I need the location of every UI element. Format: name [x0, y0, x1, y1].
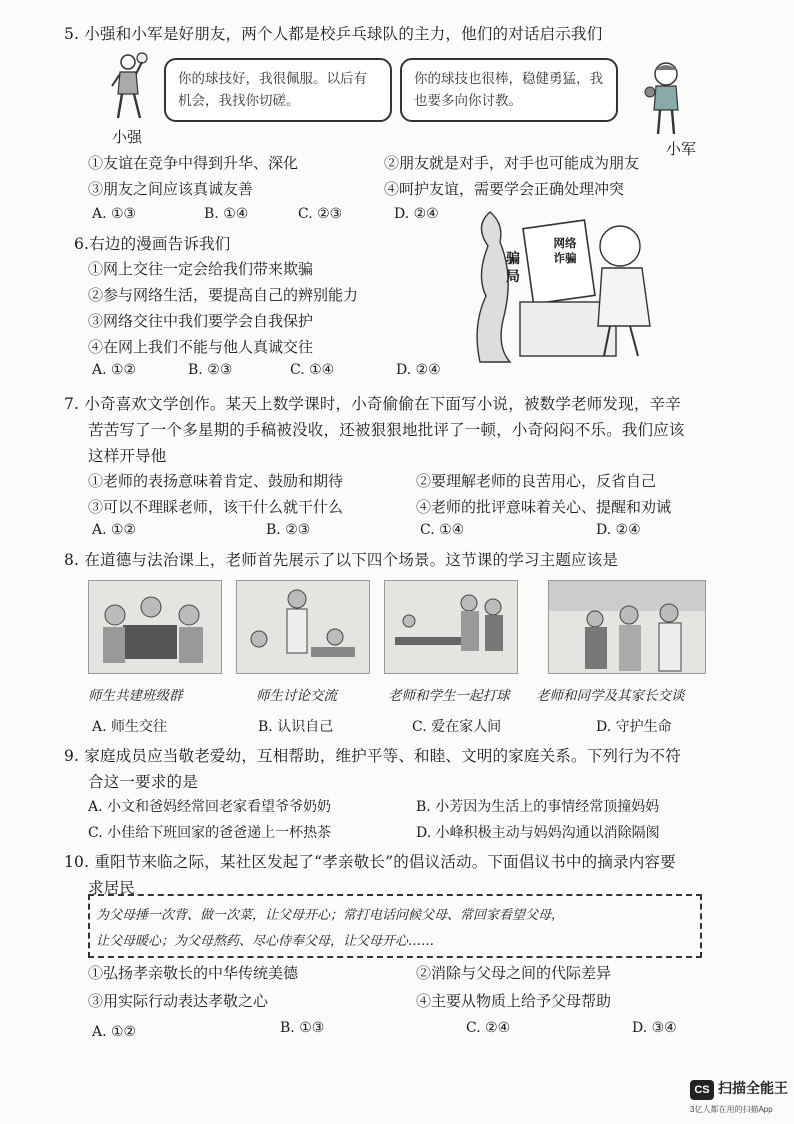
speech-bubble-left: 你的球技好，我很佩服。以后有机会，我找你切磋。: [164, 58, 392, 122]
q7-option-1: ①老师的表扬意味着肯定、鼓励和期待: [88, 472, 344, 490]
internet-fraud-cartoon: [470, 206, 666, 368]
q5-option-3: ③朋友之间应该真诚友善: [88, 180, 254, 198]
q10-option-2: ②消除与父母之间的代际差异: [416, 964, 612, 982]
q5-option-1: ①友谊在竞争中得到升华、深化: [88, 154, 299, 172]
q6-choice-c: C. ①④: [290, 362, 335, 378]
camscanner-slogan: 3亿人都在用的扫描App: [690, 1105, 773, 1114]
q7-stem-line2: 苦苦写了一个多星期的手稿被没收，还被狠狠地批评了一顿，小奇闷闷不乐。我们应该: [88, 421, 685, 439]
q5-choice-b: B. ①④: [204, 206, 249, 222]
name-xiaojun: 小军: [666, 140, 697, 158]
q10-choice-a: A. ①②: [92, 1024, 137, 1040]
q5-choice-a: A. ①③: [92, 206, 137, 222]
q8-choice-c: C. 爱在家人间: [412, 719, 502, 735]
q9-option-b: B. 小芳因为生活上的事情经常顶撞妈妈: [416, 799, 660, 815]
q10-choice-b: B. ①③: [280, 1020, 325, 1036]
q7-option-2: ②要理解老师的良苦用心，反省自己: [416, 472, 657, 490]
proposal-excerpt-box: [88, 894, 702, 958]
scene-table-tennis-photo: [384, 580, 518, 674]
scene-class-group-photo: [88, 580, 222, 674]
q7-stem-line1: 7. 小奇喜欢文学创作。某天上数学课时，小奇偷偷在下面写小说，被数学老师发现，辛辛: [64, 395, 681, 413]
camscanner-logo-icon: CS: [690, 1080, 714, 1100]
scene-discussion-photo: [236, 580, 370, 674]
q6-stem: 6.右边的漫画告诉我们: [74, 235, 231, 253]
q7-choice-c: C. ①④: [420, 522, 465, 538]
q8-stem: 8. 在道德与法治课上，老师首先展示了以下四个场景。这节课的学习主题应该是: [64, 551, 619, 569]
q6-option-3: ③网络交往中我们要学会自我保护: [88, 312, 314, 330]
q6-option-4: ④在网上我们不能与他人真诚交往: [88, 338, 314, 356]
q7-stem-line3: 这样开导他: [88, 447, 167, 465]
q7-option-4: ④老师的批评意味着关心、提醒和劝诫: [416, 498, 672, 516]
q7-option-3: ③可以不理睬老师，该干什么就干什么: [88, 498, 344, 516]
scene-caption-3: 老师和学生一起打球: [388, 688, 510, 704]
q10-stem-line1: 10. 重阳节来临之际，某社区发起了“孝亲敬长”的倡议活动。下面倡议书中的摘录内容要: [64, 853, 676, 871]
name-xiaoqiang: 小强: [112, 128, 143, 146]
q8-choice-a: A. 师生交往: [92, 719, 168, 735]
q6-option-1: ①网上交往一定会给我们带来欺骗: [88, 260, 314, 278]
q10-option-4: ④主要从物质上给予父母帮助: [416, 992, 612, 1010]
q5-choice-d: D. ②④: [394, 206, 439, 222]
q6-choice-d: D. ②④: [396, 362, 441, 378]
q6-choice-b: B. ②③: [188, 362, 233, 378]
q9-option-d: D. 小峰积极主动与妈妈沟通以消除隔阂: [416, 825, 660, 841]
q7-choice-b: B. ②③: [266, 522, 311, 538]
q10-choice-c: C. ②④: [466, 1020, 511, 1036]
q6-choice-a: A. ①②: [92, 362, 137, 378]
q9-option-c: C. 小佳给下班回家的爸爸递上一杯热茶: [88, 825, 332, 841]
q9-option-a: A. 小文和爸妈经常回老家看望爷爷奶奶: [88, 799, 332, 815]
speech-bubble-right: 你的球技也很棒，稳健勇猛，我也要多向你讨教。: [400, 58, 618, 122]
boy-xiaojun-figure: [642, 60, 694, 138]
boy-xiaoqiang-figure: [106, 52, 152, 122]
q10-option-3: ③用实际行动表达孝敬之心: [88, 992, 269, 1010]
q10-option-1: ①弘扬孝亲敬长的中华传统美德: [88, 964, 299, 982]
cartoon-screen-label: 网络诈骗: [553, 236, 577, 265]
q10-choice-d: D. ③④: [632, 1020, 677, 1036]
q5-choice-c: C. ②③: [298, 206, 343, 222]
q5-option-4: ④呵护友谊，需要学会正确处理冲突: [384, 180, 625, 198]
q6-option-2: ②参与网络生活，要提高自己的辨别能力: [88, 286, 359, 304]
q5-stem: 5. 小强和小军是好朋友，两个人都是校乒乓球队的主力，他们的对话启示我们: [64, 25, 603, 43]
q7-choice-d: D. ②④: [596, 522, 641, 538]
cartoon-monster-label: 骗局: [506, 251, 520, 285]
scene-parent-talk-photo: [548, 580, 706, 674]
scene-caption-1: 师生共建班级群: [88, 688, 183, 704]
q7-choice-a: A. ①②: [92, 522, 137, 538]
scene-caption-4: 老师和同学及其家长交谈: [536, 688, 685, 704]
proposal-excerpt-line2: 让父母暖心；为父母熬药、尽心侍奉父母，让父母开心……: [96, 934, 435, 949]
q8-choice-d: D. 守护生命: [596, 719, 672, 735]
q5-option-2: ②朋友就是对手，对手也可能成为朋友: [384, 154, 640, 172]
camscanner-title: 扫描全能王: [718, 1080, 788, 1096]
proposal-excerpt-line1: 为父母捶一次背、做一次菜，让父母开心；常打电话问候父母、常回家看望父母，: [96, 908, 565, 923]
scene-caption-2: 师生讨论交流: [256, 688, 337, 704]
q8-choice-b: B. 认识自己: [258, 719, 334, 735]
q9-stem-line2: 合这一要求的是: [88, 773, 198, 791]
q9-stem-line1: 9. 家庭成员应当敬老爱幼，互相帮助，维护平等、和睦、文明的家庭关系。下列行为不符: [64, 747, 681, 765]
q10-stem-line2: 求居民: [88, 879, 136, 897]
